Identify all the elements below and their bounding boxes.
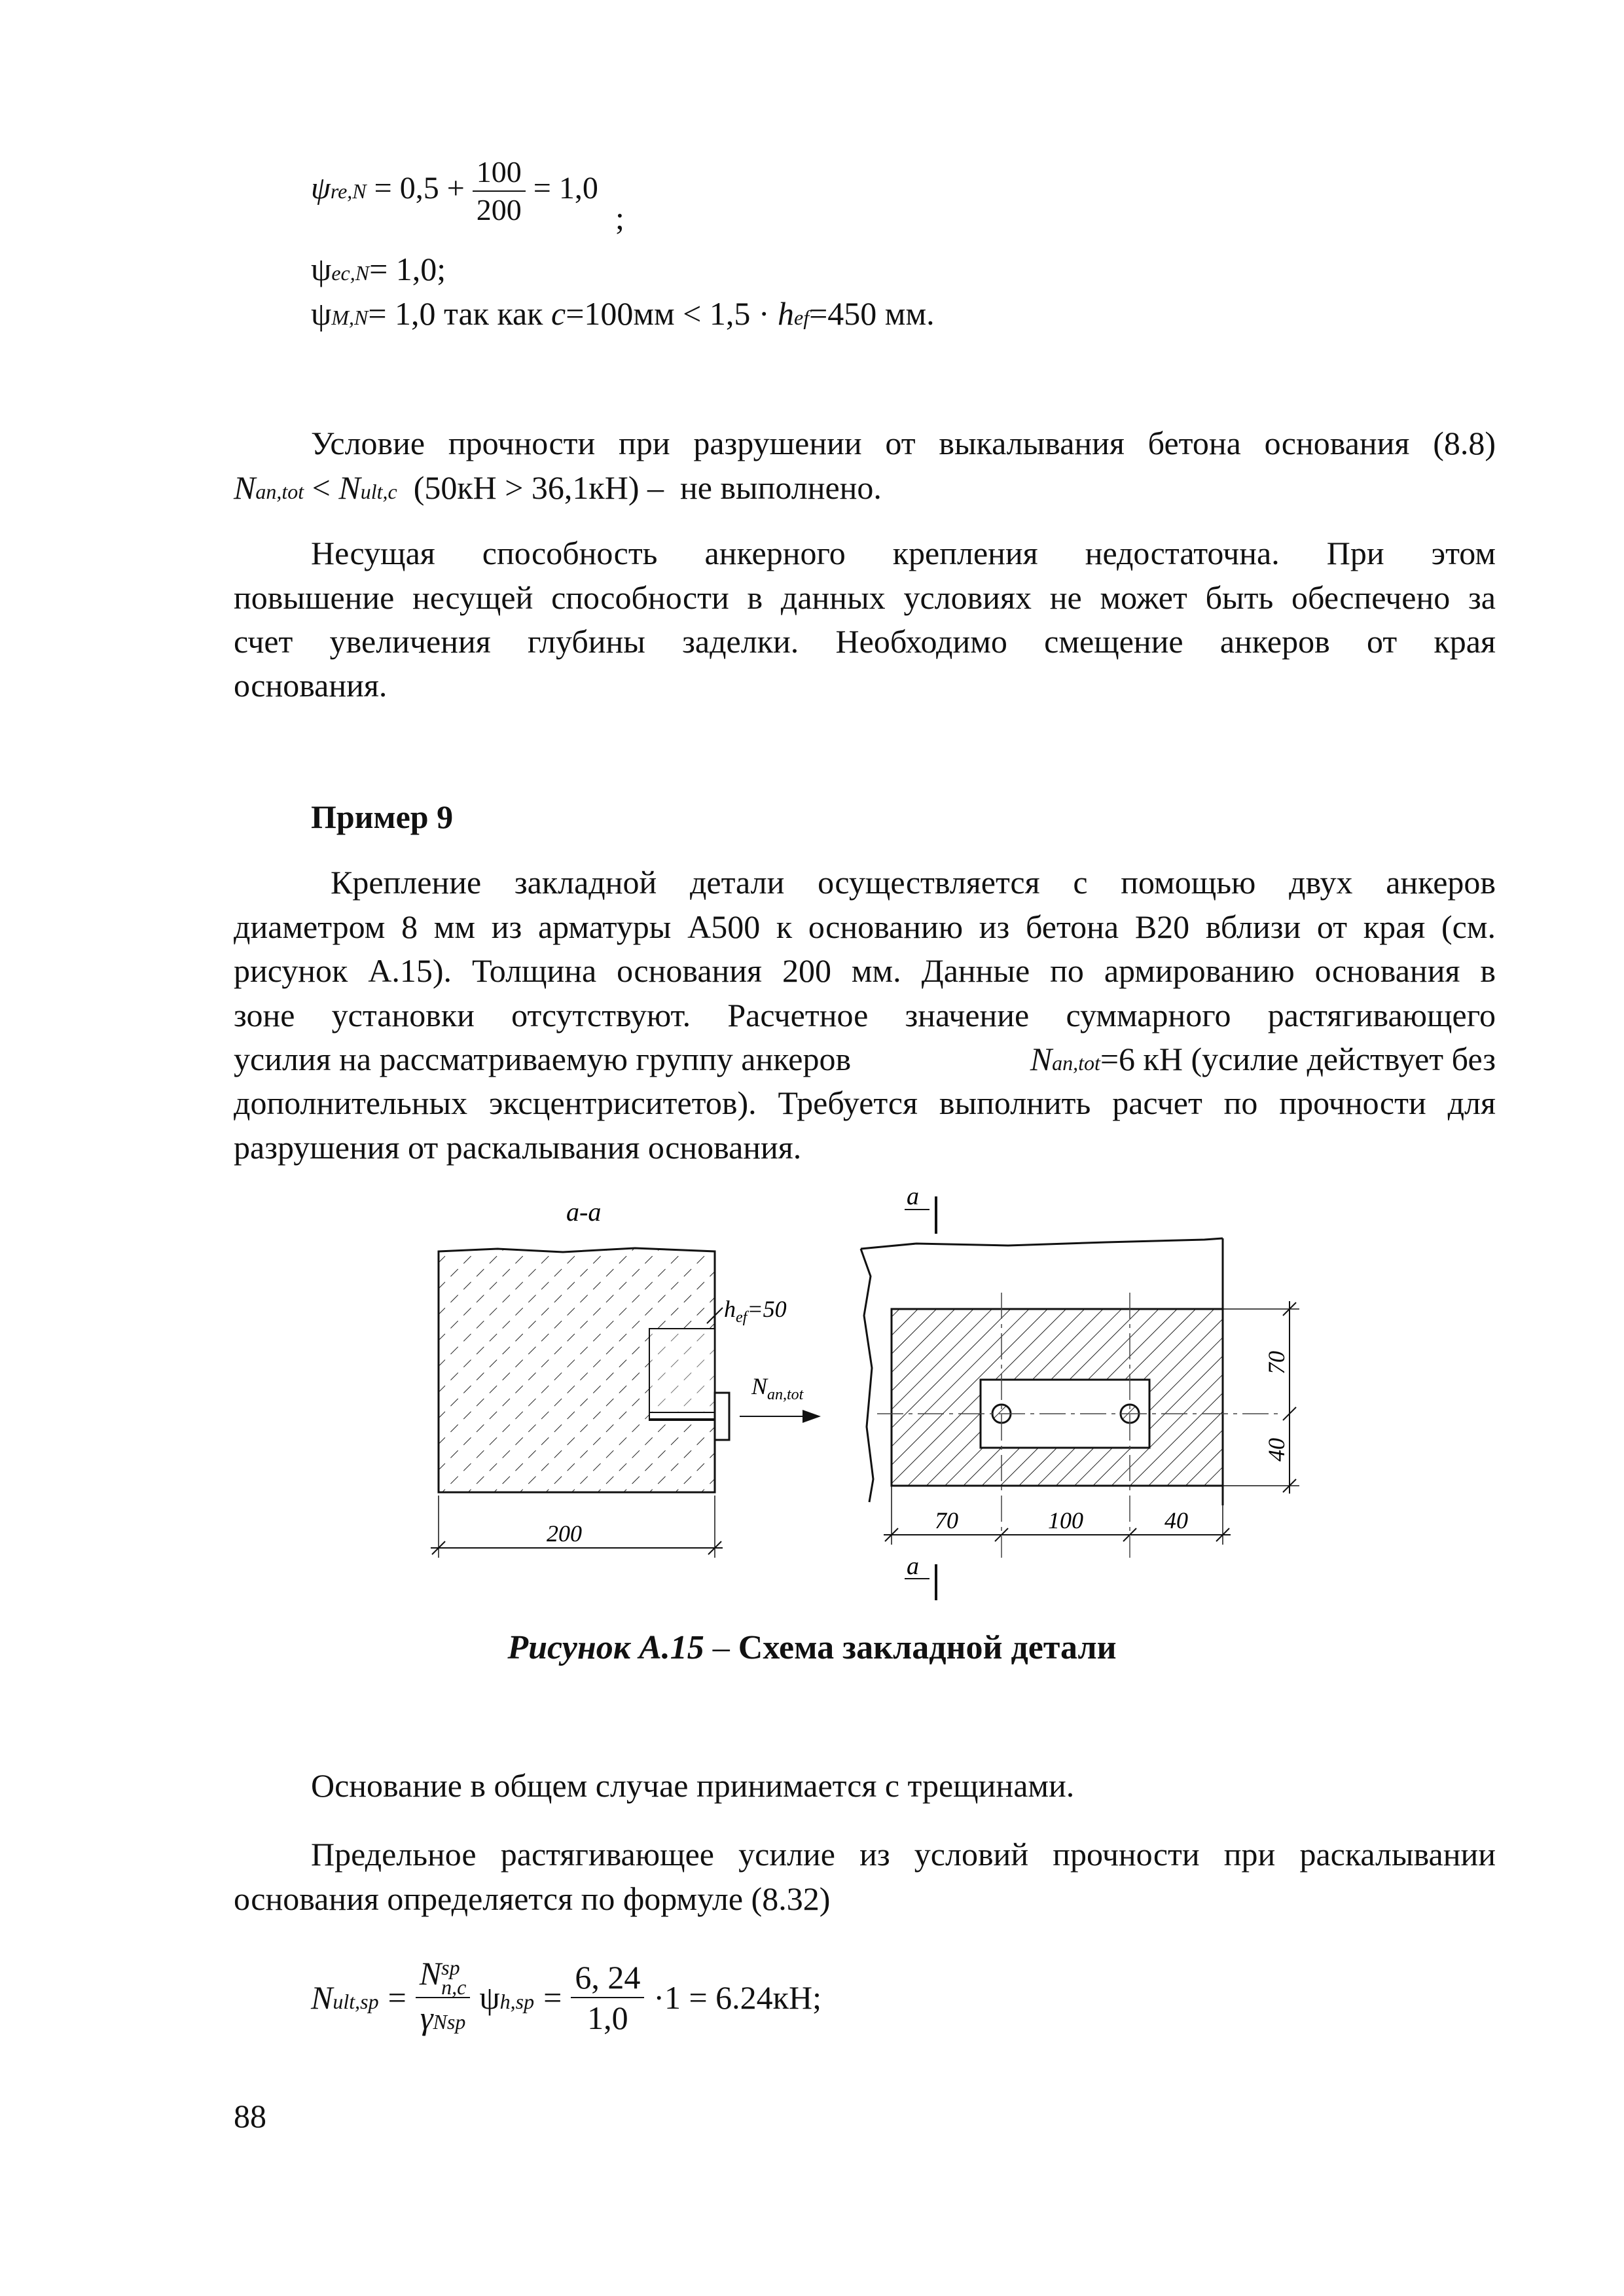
- example-heading: Пример 9: [311, 798, 454, 835]
- capacity-line2: повышение несущей способности в данных условиях не может быть обеспечено за: [234, 579, 1496, 616]
- psi-symbol: ψ: [311, 171, 331, 206]
- c-variable: c: [550, 295, 566, 332]
- dim-40-right: 40: [1263, 1438, 1290, 1462]
- caption-figure-number: Рисунок А.15: [507, 1629, 704, 1666]
- h-subscript: ef: [794, 306, 810, 329]
- formula-eq1: =: [388, 1979, 406, 2016]
- page-number: 88: [234, 2098, 266, 2134]
- example-line7: разрушения от раскалывания основания.: [234, 1129, 802, 1166]
- capacity-line1: Несущая способность анкерного крепления недостаточна. При этом: [311, 535, 1496, 571]
- example-line6: дополнительных эксцентриситетов). Требуется выполнить расчет по прочности для: [234, 1085, 1496, 1121]
- base-left-break: [861, 1249, 873, 1502]
- section-label: а-а: [566, 1197, 602, 1227]
- fraction-6-24-numerator: 6, 24: [571, 1958, 644, 1998]
- formula-psi-re-semicolon: ;: [615, 200, 624, 236]
- fraction-100-200: [473, 154, 526, 228]
- base-top-break: [861, 1238, 1223, 1249]
- embedment-zone: [649, 1329, 715, 1420]
- cut-mark-top: а: [907, 1183, 919, 1210]
- formula-psi-re: [311, 154, 598, 228]
- capacity-line4: основания.: [234, 667, 388, 704]
- embedded-plate: [715, 1393, 729, 1440]
- example-n-symbol: N: [1030, 1041, 1053, 1077]
- psi-ec-value: = 1,0;: [369, 251, 446, 287]
- example-line5-post: =6 кН (усилие действует без: [1100, 1041, 1496, 1077]
- section-view: [431, 1197, 818, 1558]
- condition-result: (50кН > 36,1кН) – не выполнено.: [397, 469, 882, 506]
- n-ult-c-subscript: ult,c: [360, 480, 397, 503]
- example-line4: зоне установки отсутствуют. Расчетное значение суммарного растягивающего: [234, 997, 1496, 1033]
- capacity-line3: счет увеличения глубины заделки. Необходимо смещение анкеров от края: [234, 623, 1496, 660]
- formula-n-ult-sp: [311, 1954, 821, 2041]
- fraction-numerator: 100: [473, 154, 526, 192]
- psi-h-sp-subscript: h,sp: [499, 1989, 535, 2013]
- less-than: <: [304, 469, 339, 506]
- figure-caption: [0, 1626, 1624, 1670]
- cracks-paragraph: Основание в общем случае принимается с трещинами.: [311, 1767, 1075, 1804]
- psi-ec-symbol: ψ: [311, 251, 332, 287]
- fraction-denominator: 200: [476, 193, 522, 226]
- ultimate-line1: Предельное растягивающее усилие из условий прочности при раскалывании: [311, 1836, 1496, 1873]
- figure-anchor-scheme: [419, 1178, 1309, 1610]
- fraction-gamma-denominator: γNsp: [420, 1999, 466, 2036]
- example-line5: [234, 1037, 1496, 1085]
- dim-40-bottom: 40: [1164, 1507, 1188, 1534]
- caption-title: Схема закладной детали: [738, 1629, 1117, 1666]
- fraction-n-numerator: N sp n,c: [416, 1954, 471, 1998]
- hef-label: $h_{ef}=50$: [724, 1296, 787, 1326]
- condition-line2: [234, 466, 882, 514]
- anchor-bar: [649, 1412, 723, 1419]
- n-ult-c: N: [338, 469, 361, 506]
- psi-ec-subscript: ec,N: [331, 261, 370, 285]
- formula-result: ·1 = 6.24кН;: [653, 1979, 821, 2016]
- formula-psi-m: [311, 292, 935, 340]
- example-line5-pre: усилия на рассматриваемую группу анкеров: [234, 1041, 852, 1077]
- n-ult-sp-subscript: ult,sp: [333, 1989, 379, 2013]
- caption-dash: –: [704, 1629, 738, 1666]
- psi-re-subscript: re,N: [330, 179, 367, 204]
- dim-100: 100: [1048, 1507, 1083, 1534]
- dim-200-label: 200: [547, 1520, 582, 1547]
- ultimate-line2: основания определяется по формуле (8.32): [234, 1880, 831, 1917]
- dim-70-right: 70: [1263, 1351, 1290, 1374]
- formula-psi-ec: [311, 247, 446, 295]
- example-line2: диаметром 8 мм из арматуры А500 к основанию из бетона В20 вблизи от края (см.: [234, 908, 1496, 945]
- plan-view: [861, 1183, 1299, 1600]
- psi-m-end: =450 мм.: [809, 295, 935, 332]
- force-label: $N_{an,tot}$: [751, 1373, 804, 1403]
- n-an-tot-subscript: an,tot: [255, 480, 304, 503]
- n-an-tot: N: [234, 469, 256, 506]
- example-line3: рисунок А.15). Толщина основания 200 мм. Данные по армированию основания в: [234, 952, 1496, 989]
- psi-re-eq2: = 1,0: [533, 171, 598, 206]
- example-n-subscript: an,tot: [1052, 1051, 1100, 1075]
- h-variable: h: [778, 295, 795, 332]
- c-condition: =100мм < 1,5 ·: [566, 295, 778, 332]
- psi-re-eq1: = 0,5 +: [374, 171, 465, 206]
- formula-eq2: =: [543, 1979, 562, 2016]
- fraction-6-24: [571, 1958, 644, 2037]
- example-line1: Крепление закладной детали осуществляется с помощью двух анкеров: [331, 864, 1496, 901]
- psi-m-text: = 1,0 так как: [368, 295, 551, 332]
- fraction-6-24-denominator: 1,0: [587, 1999, 628, 2036]
- psi-h-sp-symbol: ψ: [479, 1979, 500, 2016]
- psi-m-subscript: M,N: [331, 306, 369, 329]
- dim-70-bottom: 70: [935, 1507, 958, 1534]
- n-ult-sp-symbol: N: [311, 1979, 333, 2016]
- cut-mark-bottom: а: [907, 1552, 919, 1580]
- fraction-n-gamma: [416, 1954, 471, 2041]
- condition-line1: Условие прочности при разрушении от выкалывания бетона основания (8.8): [311, 425, 1496, 461]
- psi-m-symbol: ψ: [311, 295, 332, 332]
